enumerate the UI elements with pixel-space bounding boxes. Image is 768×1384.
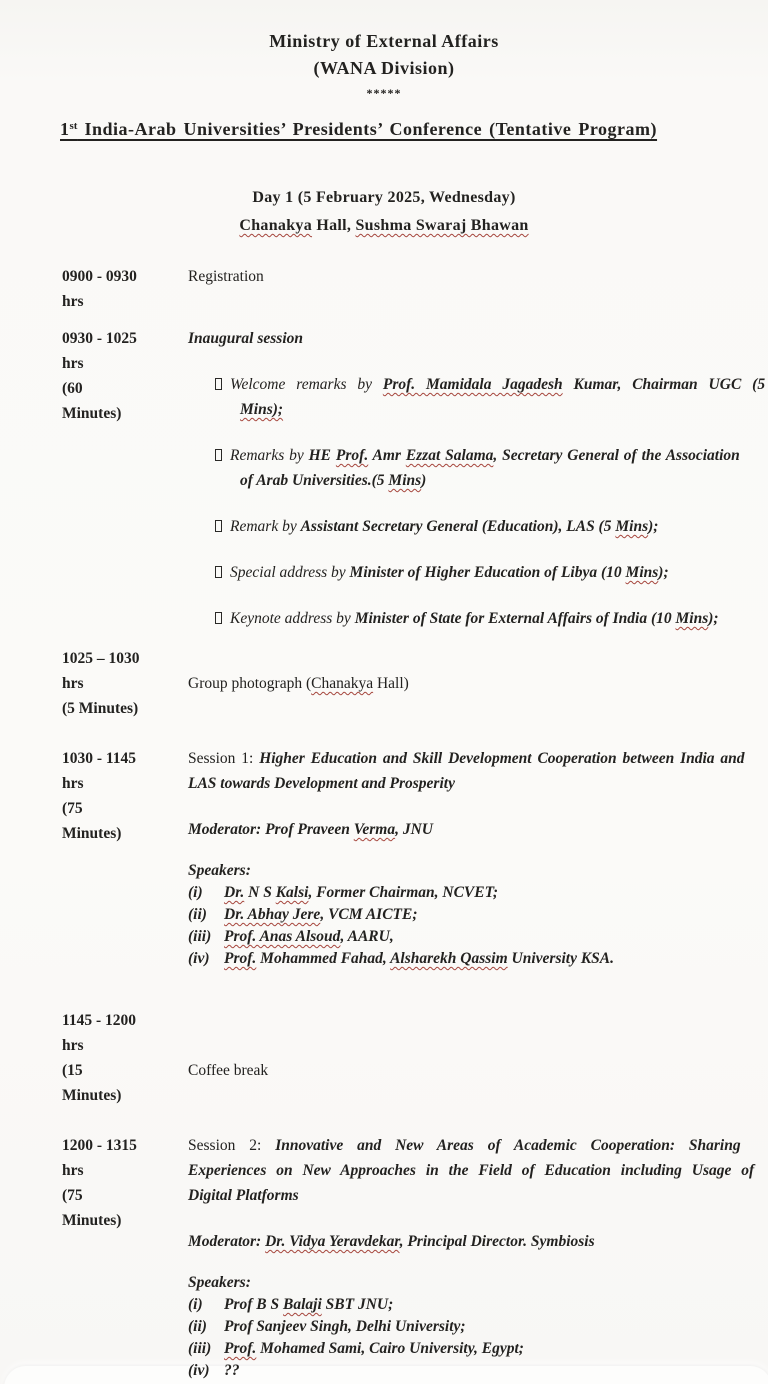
agenda-line (188, 1183, 768, 1208)
text-segment: SBT JNU; (321, 1296, 394, 1313)
text-segment: , Former Chairman, NCVET; (308, 884, 499, 901)
text-segment: Mins (388, 472, 422, 489)
list-numeral: (iii) (188, 1340, 212, 1357)
text-segment: Moderator: Prof Praveen (188, 821, 354, 838)
agenda-line (188, 443, 768, 468)
agenda-line (188, 671, 768, 696)
bullet-item (188, 560, 768, 585)
text-segment: Prof Sanjeev Singh, Delhi University; (224, 1318, 466, 1335)
text-segment: Inaugural session (188, 330, 304, 347)
agenda-line (188, 817, 768, 842)
text-segment: Verma (353, 821, 396, 838)
title-text: India-Arab Universities’ Presidents’ Conference (Tentative Program) (77, 119, 658, 139)
schedule-row (0, 326, 768, 631)
text-segment: Prof. (224, 950, 257, 967)
agenda-line (188, 1058, 768, 1083)
missing-glyph-bullet-icon (215, 449, 222, 461)
agenda-block (188, 264, 768, 289)
text-segment: Dr. Vidya Yeravdekar (265, 1233, 400, 1250)
time-cell (62, 326, 188, 426)
text-segment: Mins (675, 610, 709, 627)
agenda-block (188, 326, 768, 351)
text-segment: Keynote address by (230, 610, 355, 627)
agenda-line (188, 948, 768, 970)
time-label: hrs (62, 675, 84, 692)
list-numeral: (iv) (188, 950, 210, 967)
time-label: 1200 - 1315 (62, 1137, 137, 1154)
text-segment: Minister of State for External Affairs of India (10 (354, 610, 676, 627)
schedule-row (0, 1008, 768, 1108)
text-segment: Mohamed Sami, Cairo University, Egypt; (256, 1340, 524, 1357)
time-label: (75 (62, 1187, 83, 1204)
text-segment: Innovative and New Areas of Academic Cooperation: Sharing (275, 1137, 741, 1154)
agenda-line (188, 1158, 768, 1183)
time-label: 0900 - 0930 (62, 268, 137, 285)
time-label: 0930 - 1025 (62, 330, 137, 347)
agenda-line (188, 372, 768, 397)
agenda-block (188, 860, 768, 970)
text-segment: Prof. Anas Alsoud (224, 928, 341, 945)
agenda-line (188, 771, 768, 796)
agenda-line (188, 1229, 768, 1254)
time-label: hrs (62, 355, 84, 372)
agenda-block (188, 1058, 768, 1083)
agenda-block (188, 1133, 768, 1208)
bullet-item (188, 514, 768, 539)
text-segment: Remark by (230, 518, 301, 535)
missing-glyph-bullet-icon (215, 566, 222, 578)
time-label: (60 (62, 380, 83, 397)
text-segment: Session 1: (188, 750, 260, 767)
time-cell (62, 746, 188, 846)
agenda-line (188, 904, 768, 926)
text-segment: Kalsi (275, 884, 309, 901)
text-segment: Alsharekh Qassim (390, 950, 508, 967)
schedule-row (0, 746, 768, 970)
time-label: 1025 – 1030 (62, 650, 140, 667)
agenda-block (188, 746, 768, 796)
time-label: hrs (62, 1162, 84, 1179)
text-segment: Amr (368, 447, 406, 464)
agenda-line (188, 882, 768, 904)
time-label: (5 Minutes) (62, 700, 139, 717)
text-segment: Assistant Secretary General (Education), LAS (5 (300, 518, 616, 535)
text-segment: ?? (224, 1362, 240, 1379)
venue-part-plain: Hall, (312, 217, 356, 234)
agenda-line (188, 746, 768, 771)
text-segment: Mins); (240, 401, 284, 418)
text-segment: ); (658, 564, 669, 581)
day-heading: Day 1 (5 February 2025, Wednesday) (252, 189, 516, 206)
text-segment: Prof. (224, 1340, 257, 1357)
agenda-line (188, 1316, 768, 1338)
text-segment: , JNU (395, 821, 433, 838)
agenda-line (188, 1272, 768, 1294)
text-segment: Minister of Higher Education of Libya (10 (349, 564, 626, 581)
missing-glyph-bullet-icon (215, 520, 222, 532)
time-cell (62, 646, 188, 721)
list-numeral: (ii) (188, 1318, 207, 1335)
time-label: 1145 - 1200 (62, 1012, 137, 1029)
ministry-title: Ministry of External Affairs (269, 31, 499, 51)
text-segment: Prof. (335, 447, 369, 464)
text-segment: , AARU, (340, 928, 394, 945)
agenda-line (188, 514, 768, 539)
text-segment: Kumar, Chairman UGC (5 (562, 376, 766, 393)
time-label: Minutes) (62, 1212, 122, 1229)
text-segment: University KSA. (507, 950, 615, 967)
text-segment: Moderator: (188, 1233, 266, 1250)
text-segment: Prof B S (224, 1296, 283, 1313)
time-cell (62, 1008, 188, 1108)
conference-title (60, 113, 768, 142)
schedule-row (0, 646, 768, 721)
agenda-line (188, 1294, 768, 1316)
agenda-block (188, 1229, 768, 1254)
time-cell (62, 1133, 188, 1233)
schedule (0, 264, 768, 1382)
agenda-line (188, 468, 768, 493)
text-segment: Mins (615, 518, 649, 535)
missing-glyph-bullet-icon (215, 612, 222, 624)
agenda-line (188, 1338, 768, 1360)
agenda-line (188, 606, 768, 631)
description-cell (188, 1008, 768, 1083)
text-segment: , Secretary General of the Association (493, 447, 740, 464)
text-segment: Mohammed Fahad, (256, 950, 391, 967)
text-segment: N S (244, 884, 276, 901)
time-label: (75 (62, 800, 83, 817)
agenda-line (188, 326, 768, 351)
text-segment: Dr. Abhay Jere (224, 906, 321, 923)
time-label: Minutes) (62, 825, 122, 842)
agenda-line (188, 926, 768, 948)
title-ordinal-suffix: st (69, 120, 78, 132)
agenda-block (188, 1272, 768, 1382)
description-cell (188, 326, 768, 631)
text-segment: Dr. (224, 884, 245, 901)
list-numeral: (iii) (188, 928, 212, 945)
agenda-line (188, 264, 768, 289)
text-segment: Registration (188, 268, 264, 285)
schedule-row (0, 264, 768, 314)
description-cell (188, 746, 768, 970)
division-subtitle: (WANA Division) (313, 58, 455, 78)
text-segment: Ezzat Salama (405, 447, 494, 464)
text-segment: Hall) (373, 675, 409, 692)
text-segment: , VCM AICTE; (320, 906, 418, 923)
text-segment: Group photograph ( (188, 675, 312, 692)
schedule-row (0, 1133, 768, 1382)
description-cell (188, 1133, 768, 1382)
list-numeral: (iv) (188, 1362, 210, 1379)
text-segment: Coffee break (188, 1062, 269, 1079)
time-label: Minutes) (62, 1087, 122, 1104)
text-segment: Balaji (283, 1296, 322, 1313)
agenda-line (188, 1133, 768, 1158)
bullet-item (188, 443, 768, 493)
description-cell (188, 264, 768, 289)
text-segment: , Principal Director. Symbiosis (399, 1233, 595, 1250)
text-segment: Higher Education and Skill Development Cooperation between India and (259, 750, 745, 767)
text-segment: Speakers: (188, 1274, 251, 1291)
text-segment: Remarks by (230, 447, 309, 464)
time-label: Minutes) (62, 405, 122, 422)
text-segment: Speakers: (188, 862, 251, 879)
missing-glyph-bullet-icon (215, 378, 222, 390)
text-segment: Mins (625, 564, 659, 581)
text-segment: LAS towards Development and Prosperity (188, 775, 455, 792)
bullet-item (188, 372, 768, 422)
separator-stars: ***** (366, 86, 402, 100)
text-segment: Special address by (230, 564, 350, 581)
text-segment: Chanakya (311, 675, 374, 692)
bullet-item (188, 606, 768, 631)
agenda-line (188, 860, 768, 882)
time-cell (62, 264, 188, 314)
venue-part-misspelled: Chanakya (239, 217, 313, 234)
agenda-block (188, 817, 768, 842)
time-label: hrs (62, 1037, 84, 1054)
venue-part-misspelled: Sushma Swaraj Bhawan (355, 217, 529, 234)
text-segment: Digital Platforms (188, 1187, 299, 1204)
document-header (0, 28, 768, 240)
time-label: hrs (62, 293, 84, 310)
list-numeral: (i) (188, 1296, 203, 1313)
text-segment: ) (421, 472, 427, 489)
text-segment: ); (708, 610, 719, 627)
text-segment: HE (308, 447, 336, 464)
text-segment: ); (648, 518, 659, 535)
list-numeral: (ii) (188, 906, 207, 923)
text-segment: of Arab Universities.(5 (240, 472, 389, 489)
agenda-line (188, 1360, 768, 1382)
agenda-block (188, 671, 768, 696)
title-number: 1 (60, 119, 70, 139)
description-cell (188, 646, 768, 696)
text-segment: Experiences on New Approaches in the Field of Education including Usage of (188, 1162, 755, 1179)
text-segment: Prof. Mamidala Jagadesh (382, 376, 563, 393)
time-label: 1030 - 1145 (62, 750, 137, 767)
text-segment: Welcome remarks by (230, 376, 383, 393)
text-segment: Session 2: (188, 1137, 276, 1154)
agenda-line (188, 397, 768, 422)
venue-heading (0, 212, 768, 240)
agenda-line (188, 560, 768, 585)
time-label: (15 (62, 1062, 83, 1079)
time-label: hrs (62, 775, 84, 792)
list-numeral: (i) (188, 884, 203, 901)
